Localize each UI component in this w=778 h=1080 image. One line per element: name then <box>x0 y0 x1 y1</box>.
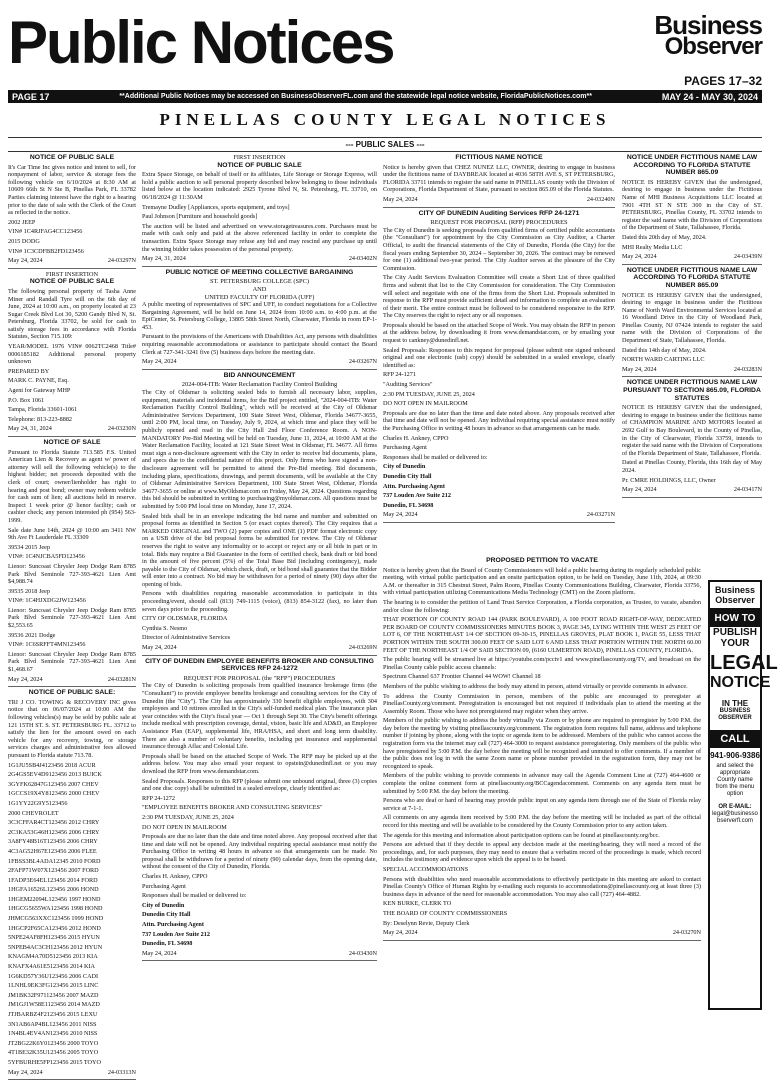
notice-paragraph: Proposals should be based on the attached Scope of Work. You may obtain the RFP in person at the address below, by downloading it from www.demandstar.com, or by emailing your request to cankney@dunedinfl.net. <box>383 321 615 345</box>
notice-paragraph: DO NOT OPEN IN MAILROOM <box>142 823 227 831</box>
notice-paragraph: The City Audit Services Evaluation Committee will create a Short List of three qualified firms and submit that list to the City Commission for consideration. The City Commission will select and negotiate with one of the firms from the Short List. Proposals submitted in response to the RFP must provide sufficient detail and information to complete an evaluation of their merit. The entire contract must be followed to be considered responsive to the RFP. The City reserves the right to reject any or all responses. <box>383 274 615 320</box>
notice-paragraph: 2FAFP71W07X123456 2007 FORD <box>8 867 99 875</box>
ad-select-county: and select the appropriate County name from the menu option <box>715 763 755 797</box>
delivery-address-line: 737 Louden Ave Suite 212 <box>383 492 451 500</box>
notice-footer <box>142 358 377 366</box>
publication-date: May 24, 2024 <box>622 486 657 494</box>
notice-heading: PUBLIC NOTICE OF MEETING COLLECTIVE BARGAINING <box>165 268 354 276</box>
notice-paragraph: Pursuant to the provisions of the Americans with Disabilities Act, any persons with disabilities requiring reasonable accommodations or assistance to participate should contact the Board Clerk at 727-341-3241 five (5) business days before the meeting date. <box>142 333 377 356</box>
notice-paragraph: NOTICE IS HEREBY GIVEN that the undersigned, desiring to engage in business under the Fictitious Name of North Ward Environmental Services located at 16 Woodland Drive in the City of Woodland Park, Pinellas County, NJ 07424 intends to register the said name with the Division of Corporations of the Department of State, Tallahassee, Florida. <box>622 291 762 345</box>
notice-subheading: ST. PETERSBURG COLLEGE (SPC) <box>210 278 309 286</box>
notice-footer <box>383 929 701 937</box>
issue-dates: MAY 24 - MAY 30, 2024 <box>661 91 758 102</box>
legal-notice <box>383 152 615 208</box>
notice-paragraph: 2000 CHEVROLET <box>8 809 59 817</box>
notice-paragraph: All comments on any agenda item received by 5:00 P.M. the day before the meeting will be included as part of the official record for this meeting and will be available to be considered by the County Commission prior to any action taken. <box>383 814 701 829</box>
delivery-address-line: Dunedin, FL 34698 <box>142 940 193 948</box>
notice-paragraph: Purchasing Agent <box>142 882 186 890</box>
notice-paragraph: VIN#: 1C6SRFFT4MN123456 <box>8 641 86 649</box>
notice-paragraph: Tampa, Florida 33601-1061 <box>8 406 78 414</box>
notice-paragraph: NOTICE IS HEREBY GIVEN that the undersigned, desiring to engage in business under the fictitious name of CHAMPION MARINE AND MOTORS located at 2692 Gulf to Bay Boulevard, in the County of Pinellas, in the City of Clearwater, Florida 33759, intends to register the said name with the Division of Corporations of the Florida Department of State, Tallahassee, Florida. <box>622 404 762 457</box>
ad-call: CALL <box>710 730 760 748</box>
publication-date: May 24, 2024 <box>142 644 177 652</box>
legal-notice <box>142 267 377 370</box>
notice-footer <box>8 257 136 265</box>
ad-your: YOUR <box>720 638 750 649</box>
notice-paragraph: KEN BURKE, CLERK TO <box>383 900 452 908</box>
ad-business-observer: BUSINESS OBSERVER <box>718 708 752 721</box>
notice-paragraph: VIN# 1C4RJFAG4CC123456 <box>8 228 83 236</box>
notice-paragraph: Proposals shall be based on the attached Scope of Work. The RFP may be picked up at the address below. You may also email your request to opstein@dunedinfl.net or you may download the RFP from www.demandstar.com. <box>142 752 377 775</box>
publication-date: May 24, 2024 <box>622 253 657 261</box>
notice-paragraph: 2015 DODG <box>8 237 40 245</box>
notice-paragraph: Charles H. Ankney, CPPO <box>383 434 449 442</box>
notice-paragraph: Proposals are due no later than the time and date noted above. Any proposals received after that time and date will not be opened. Any individual requiring special assistance must notify the Purchasing Office in writing 48 hours in advance so that arrangements can be made. <box>383 409 615 432</box>
section-title: PINELLAS COUNTY LEGAL NOTICES <box>159 110 611 129</box>
notice-footer <box>8 1069 136 1077</box>
notice-paragraph: YEAR/MODEL 1976 VIN# 0062TC2468 Title# 0006185182 Additional personal property unknown <box>8 343 136 366</box>
business-observer-logo[interactable] <box>642 10 762 60</box>
legal-notice <box>8 152 136 269</box>
notice-heading: CITY OF DUNEDIN Auditing Services RFP 24-1271 <box>418 209 580 217</box>
notice-paragraph: 3C3CFFAR4CT123456 2012 CHRY <box>8 819 100 827</box>
notice-paragraph: Persons are advised that if they decide to appeal any decision made at the meeting/hearing, they will need a record of the proceedings, and, for such purposes, they may need to ensure that a verbatim record of the proceedings is made, which record includes the testimony and evidence upon which the appeal is to be based. <box>383 841 701 864</box>
notice-paragraph: JM1BK32F971123456 2007 MAZD <box>8 991 99 999</box>
notice-paragraph: SPECIAL ACCOMMODATIONS <box>383 865 469 873</box>
notice-paragraph: Proposals are due no later than the date and time noted above. Any proposal received after that time and date will not be opened. Any individual requiring special assistance must notify the Purchasing Office in writing 48 hours in advance so that arrangements can be made. No proposal shall be withdrawn for a period of ninety (90) calendar days, from the opening date, without the consent of the City of Dunedin, Florida. <box>142 833 377 871</box>
notice-paragraph: 1FADP3E64EL123456 2014 FORD <box>8 876 98 884</box>
logo-top: Business <box>654 10 762 40</box>
notice-paragraph: "EMPLOYEE BENEFITS BROKER AND CONSULTING SERVICES" <box>142 804 323 812</box>
notice-paragraph: 2C3KA53G46H123456 2006 CHRY <box>8 828 100 836</box>
ad-email[interactable]: legal@businessobserverfl.com <box>712 811 758 824</box>
notice-id: 24-03240N <box>586 195 615 203</box>
delivery-address-line: Dunedin City Hall <box>142 911 191 919</box>
notice-paragraph: Lienor: Suncoast Chrysler Jeep Dodge Ram 8785 Park Blvd Seminole 727-393-4621 Lien Amt $4,988.74 <box>8 562 136 586</box>
ad-in-the: IN THE <box>721 699 749 708</box>
publication-date: May 24, 2024 <box>383 929 418 937</box>
notice-paragraph: Tremayne Dudley [Appliances, sports equipment, and toys] <box>142 203 290 211</box>
delivery-address-line: 737 Louden Ave Suite 212 <box>142 930 210 938</box>
notice-paragraph: 5NPE24AF8FH123456 2015 HYUN <box>8 934 100 942</box>
delivery-address-line: Attn. Purchasing Agent <box>142 921 204 929</box>
ad-phone[interactable]: 941-906-9386 <box>710 751 760 760</box>
notice-id: 24-03269N <box>348 644 377 652</box>
legal-notice <box>383 208 615 523</box>
ad-publish: PUBLISH <box>713 627 757 638</box>
header-bar-text[interactable]: **Additional Public Notices may be accessed on BusinessObserverFL.com and the statewide legal notice website, FloridaPublicNotices.com** <box>119 93 592 100</box>
publication-date: May 24, 2024 <box>383 511 418 519</box>
notice-paragraph: Sealed Proposals. Responses to this RFP (please submit one unbound original, three (3) copies and one disc copy) shall be submitted in a sealed envelope, clearly identified as: <box>142 777 377 793</box>
notice-paragraph: The City of Dunedin is soliciting proposals from qualified insurance brokerage firms (the "Consultant") to provide employee benefits brokerage and consulting services for the City of Dunedin (the "City"). The City has approximately 330 benefit eligible employees, with 304 employees and 10 retirees enrolled in the City's self-funded medical plan. The insurance plan year coincides with the City's fiscal year — Oct 1 through Sept 30. The City's benefit offerings include medical with prescription coverage, dental, vision, basic life and AD&D, an Employee Assistance Plan (EAP), supplemental life, HRA/HSA, and short and long term disability. There are also a number of voluntary benefits, including pet insurance and supplemental insurance through Aflac and Colonial Life. <box>142 682 377 751</box>
notice-paragraph: Cynthia S. Nesmo <box>142 624 188 632</box>
notice-paragraph: Director of Administrative Services <box>142 634 231 642</box>
notice-paragraph: To address the County Commission in person, members of the public are encouraged to preregister at PinellasCounty.org/comment. Preregistration is encouraged but not required if individuals plan to attend the meeting at the Assembly Room. Those who have not preregistered may register when they arrive. <box>383 692 701 715</box>
ad-notice: NOTICE <box>710 674 771 691</box>
notice-subheading: UNITED FACULTY OF FLORIDA (UFF) <box>204 293 315 301</box>
masthead <box>8 8 762 103</box>
ad-logo-top: Business <box>714 585 756 595</box>
notice-paragraph: Pursuant to Florida Statute 713.585 F.S. United American Lien & Recovery as agent w/ power of attorney will sell the following vehicle(s) to the highest bidder; net proceeds deposited with the clerk of court; owner/lienholder has right to hearing and post bond; owner may redeem vehicle for cash sum of lien; all auctions held in reserve. Inspect 1 week prior @ lienor facility; cash or cashier check; any person interested ph (954) 563-1999. <box>8 448 136 524</box>
column-c <box>383 152 615 552</box>
notice-footer <box>622 253 762 261</box>
notice-id: 24-03313N <box>107 1068 136 1076</box>
notice-heading: PROPOSED PETITION TO VACATE <box>486 557 598 564</box>
notice-paragraph: 1FBSS3BL4ADA12345 2010 FORD <box>8 857 101 865</box>
column-b <box>142 152 377 1016</box>
delivery-address-line: Dunedin, FL 34698 <box>383 501 434 509</box>
notice-paragraph: 2:30 PM TUESDAY, JUNE 25, 2024 <box>142 813 234 821</box>
insertion-label: FIRST INSERTION <box>45 270 99 278</box>
publication-date: May 24, 2024 <box>142 358 177 366</box>
notice-id: 24-03402N <box>348 255 377 263</box>
column-a <box>8 152 136 1076</box>
notice-subheading: AND <box>252 285 267 293</box>
notice-paragraph: 5YFBURHE5FP123456 2015 TOYO <box>8 1058 101 1066</box>
legal-notice <box>142 370 377 656</box>
notice-id: 24-03271N <box>586 511 615 519</box>
notice-paragraph: The agenda for this meeting and information about participation options can be found at pinellascounty.org/bcc. <box>383 831 660 839</box>
notice-paragraph: 5NPEB4AC3CH123456 2012 HYUN <box>8 943 103 951</box>
notice-paragraph: Persons with disabilities requiring reasonable accommodation to participate in this proceeding/event, should call (813) 749-1115 (voice), (813) 854-3122 (fax), no later than seven days prior to the proceeding. <box>142 590 377 613</box>
notice-paragraph: PREPARED BY <box>8 367 50 375</box>
notice-paragraph: Sealed Proposals: Responses to this request for proposal (please submit one signed unbound original and one electronic (usb) copy) should be submitted in a sealed envelope, clearly identified as: <box>383 346 615 369</box>
notice-paragraph: 2002 JEEP <box>8 218 36 226</box>
notice-footer <box>622 486 762 494</box>
notice-paragraph: 1HGCP2F65CA123456 2012 HOND <box>8 924 101 932</box>
notice-paragraph: Sale date June 14th, 2024 @ 10:00 am 3411 NW 9th Ave Ft Lauderdale FL 33309 <box>8 526 136 542</box>
notice-paragraph: 3A8FY48B16T123456 2006 CHRY <box>8 838 98 846</box>
notice-paragraph: The City of Dunedin is seeking proposals from qualified firms of certified public accountants (the "Consultant") for appointment by the City Commission as City Auditor, a Charter Official, to audit the financial statements of the City of Dunedin, Florida (the City) for the fiscal years ending September 30, 2024 – September 30, 2026. The contract may be renewed for one (1) additional two-year period. The City Auditor serves at the pleasure of the City Commission. <box>383 226 615 272</box>
insertion-label: FIRST INSERTION <box>233 154 286 161</box>
notice-paragraph: Dated this 14th day of May, 2024. <box>622 346 707 354</box>
publication-date: May 24, 2024 <box>383 195 418 203</box>
notice-paragraph: Pr. CMRE HOLDINGS, LLC, Owner <box>622 476 716 484</box>
notice-paragraph: 1G6KD57Y36U123456 2006 CADI <box>8 972 99 980</box>
notice-paragraph: 1HGEM22094L123456 1997 HOND <box>8 895 101 903</box>
notice-id: 24-03230N <box>107 425 136 433</box>
notice-subheading: REQUEST FOR PROPOSAL (the "RFP") PROCEDURES <box>183 674 336 682</box>
notice-paragraph: VIN#: 1C4NJCBA5FD123456 <box>8 553 85 561</box>
column-d <box>622 152 762 552</box>
notice-paragraph: 1HGFA16526L123456 2006 HOND <box>8 886 99 894</box>
notice-paragraph: Spectrum Channel 637 Frontier Channel 44 WOW! Channel 18 <box>383 673 541 681</box>
notice-id: 24-03297N <box>107 257 136 265</box>
legal-notice <box>622 377 762 497</box>
notice-heading: FICTITIOUS NAME NOTICE <box>455 154 543 161</box>
publish-legal-notice-ad[interactable] <box>708 580 778 1010</box>
publication-date: May 24, 2024 <box>142 949 177 957</box>
notice-heading: NOTICE OF PUBLIC SALE <box>29 278 115 286</box>
page-range: PAGES 17–32 <box>684 74 762 88</box>
notice-subheading: REQUEST FOR PROPOSAL (RFP) PROCEDURES <box>430 219 568 227</box>
notice-paragraph: 39536 2021 Dodge <box>8 631 56 639</box>
notice-paragraph: 4T1BE32K35U123456 2005 TOYO <box>8 1049 99 1057</box>
notice-paragraph: 4C3AG52H67E123456 2006 FLEE <box>8 847 97 855</box>
page-number: PAGE 17 <box>12 91 50 102</box>
notice-footer <box>383 196 615 204</box>
notice-paragraph: It's Car Time Inc gives notice and intent to sell, for nonpayment of labor, service & storage fees the following vehicle on 6/10/2024 at 8:30 AM at 10609 66th St N Ste B, Pinellas Park, FL 33782 Parties claiming interest have the right to a hearing prior to the date of sale with the Clerk of the Court as reflected in the notice. <box>8 163 136 217</box>
notice-heading: NOTICE OF PUBLIC SALE <box>29 154 115 161</box>
notice-paragraph: Telephone: 813-223-8882 <box>8 415 73 423</box>
notice-footer <box>8 676 136 684</box>
notice-footer <box>142 255 377 263</box>
notice-paragraph: Members of the public wishing to address the body virtually via Zoom or by phone are required to preregister by 5:00 P.M. the day before the meeting by visiting pinellascounty.org/comment. The registration form requires full name, address and telephone number if joining by phone, along with the topic or agenda item to be addressed. Members of the public who cannot access the registration form via the internet may call (727) 464-3000 to request assistance preregistering. Only members of the public who have preregistered by 5:00 P.M. the day before the meeting will be recognized and unmuted to offer comments. If a member of the public does not log in with the same Zoom name or phone number provided in the registration form, they may not be recognized to speak. <box>383 717 701 770</box>
delivery-address-line: Attn. Purchasing Agent <box>383 482 445 490</box>
legal-notice <box>8 269 136 437</box>
notice-paragraph: Members of the public wishing to address the body may attend in person, attend virtually or provide comments in advance. <box>383 682 688 690</box>
notice-paragraph: Persons with disabilities who need reasonable accommodations to effectively participate in this meeting are asked to contact Pinellas County's Office of Human Rights by e-mailing such requests to accommodations@pinellascounty.org at least three (3) business days in advance of the need for reasonable accommodation. You may also call (727) 464-4882. <box>383 875 701 898</box>
notice-paragraph: The City of Oldsmar is soliciting sealed bids to furnish all necessary labor, supplies, equipment, materials and incidental items, for the Bid project entitled, "2024-004-ITB: Water Reclamation Facility Control Building", which will be received at the City of Oldsmar Administrative Services Department, 100 State Street West, Oldsmar, Florida 34677-3655, until 2:00 PM, local time, on Tuesday, July 9, 2024, at which time and place they will be publicly opened and read in the City Hall 2nd Floor Conference Room. A NON-MANDATORY Pre-Bid Meeting will be held on Tuesday, June 11, 2024, at 10:00 AM at the Water Reclamation Facility, located at 121 State Street West in Oldsmar, FL 34677. All firms must sign a non-disclosure agreement with the City in order to receive bid documents, plans, and specs due to the confidential nature of this project. Only firms who have signed a non-disclosure agreement will be permitted to attend the Pre-Bid meeting. Bid documents, including plans, specifications, drawings, and permit documents, will be available at the City of Oldsmar Administrative Services Department, 100 State Street West, Oldsmar, Florida 34677-3655 or online at www.MyOldsmar.com on Friday, May 24, 2024. Questions regarding this bid should be submitted in writing to purchasing@myoldsmar.com. All questions must be submitted by 5:00 PM local time on Monday, June 17, 2024. <box>142 389 377 510</box>
notice-paragraph: Persons who are deaf or hard of hearing may provide public input on any agenda item through use of the State of Florida relay service at 7-1-1. <box>383 797 701 812</box>
notice-paragraph: Members of the public wishing to provide comments in advance may call the Agenda Comment Line at (727) 464-4600 or complete the online comment form at pinellascounty.org/BCCagendacomment. Comments on any agenda item must be submitted by 5:00 P.M. the day before the meeting. <box>383 772 701 795</box>
notice-paragraph: THAT PORTION OF COUNTY ROAD 144 (PARK BOULEVARD), A 100 FOOT ROAD RIGHT-OF-WAY, DEDICATED PER BOARD OF COUNTY COMMISSIONERS MINUTES BOOK 3, PAGE 345, LYING WITHIN THE WEST 25 FEET OF LOT 6, OF THE NORTHEAST 1/4 OF SECTION 09-30-15, PINELLAS GROVES, PLAT BOOK 1, PAGE 55, LESS THAT PORTION WITHIN THE SOUTH 300.00 FEET OF SAID LOT 6 AND LESS THAT PORTION WITHIN THE NORTH 60.00 FEET OF THE NORTHEAST 1/4 OF SAID SECTION 09, (6160 ULMERTON ROAD), PINELLAS COUNTY, FLORIDA. <box>383 616 701 654</box>
notice-paragraph: JT2BG22K6Y0123456 2000 TOYO <box>8 1039 99 1047</box>
notice-paragraph: 1GCCS19X4Y8123456 2000 CHEV <box>8 790 100 798</box>
notice-paragraph: RFP 24-1271 <box>383 371 416 379</box>
notice-paragraph: 39535 2018 Jeep <box>8 587 50 595</box>
notice-id: 24-03417N <box>733 486 762 494</box>
notice-heading: NOTICE OF SALE <box>43 439 101 446</box>
notice-id: 24-03270N <box>672 929 701 937</box>
legal-notice <box>622 152 762 265</box>
notice-paragraph: 1HGCG5655WA123456 1998 HOND <box>8 905 103 913</box>
notice-paragraph: The public hearing will be streamed live at https://youtube.com/pcctv1 and www.pinellascounty.org/TV, and broadcast on the Pinellas County cable public access channels: <box>383 656 701 671</box>
notice-id: 24-03430N <box>348 949 377 957</box>
notice-paragraph: MARK C. PAYNE, Esq. <box>8 377 69 385</box>
notice-paragraph: CITY OF OLDSMAR, FLORIDA <box>142 615 228 623</box>
notice-footer <box>142 644 377 652</box>
delivery-address-line: City of Dunedin <box>383 463 426 471</box>
notice-paragraph: TRI J CO. TOWING & RECOVERY INC gives notice that on 06/07/2024 at 10:00 AM the following vehicles(s) may be sold by public sale at 121 15TH ST. S. ST. PETERSBURG FL. 33712 to satisfy the lien for the amount owed on each vehicle for any recovery, towing, or storage services charges and administrative fees allowed pursuant to Florida statute 713.78. <box>8 698 136 759</box>
notice-footer <box>8 425 136 433</box>
publication-date: May 24, 2024 <box>8 257 43 265</box>
notice-paragraph: The hearing is to consider the petition of Land Trust Service Corporation, a Florida corporation, as Trustee, to vacate, abandon and/or close the following: <box>383 598 701 614</box>
notice-paragraph: A public meeting of representatives of SPC and UFF, to conduct negotiations for a Collective Bargaining Agreement, will be held on June 14, 2024 from 10:00 a.m. to 4:00 p.m. at the EpiCenter, St. Petersburg College, 13805 58th Street North, Clearwater, Florida in room EP-1-453. <box>142 301 377 331</box>
notice-heading: NOTICE OF PUBLIC SALE <box>217 161 302 169</box>
notice-paragraph: VIN# 1C3CDFBB2FD123456 <box>8 247 84 255</box>
ad-email-label: OR E-MAIL: <box>718 804 752 810</box>
notice-paragraph: 1LNHL9EK3FG123456 2015 LINC <box>8 982 99 990</box>
notice-paragraph: Charles H. Ankney, CPPO <box>142 873 208 881</box>
notice-paragraph: The following personal property of Tasha Anne Miner and Randall Tyre will on the 6th day of June, 2024 at 10:00 a.m., on property located at 23 Sugar Creek Blvd Lot 30, 5200 Gandy Blvd N, St. Petersburg, Florida 33702, be sold for cash to satisfy storage fees in accordance with Florida Statutes, Section 715.109: <box>8 287 136 341</box>
legal-notice <box>142 656 377 962</box>
notice-paragraph: Notice is hereby given that the Board of County Commissioners will hold a public hearing during its regularly scheduled public meeting, with virtual public participation and an onsite participation option, to be held on Tuesday, June 11th, 2024, at 09:30 A.M. or thereafter in 315 Chestnut Street, Palm Room, Pinellas County Communications Building, Clearwater, Florida 33756, with virtual participation utilizing Communications Media Technology (CMT) on the Zoom platform. <box>383 566 701 597</box>
ad-logo-bottom: Observer <box>715 595 755 605</box>
notice-heading: BID ANNOUNCEMENT <box>223 371 296 379</box>
ad-legal: LEGAL <box>710 652 778 674</box>
notice-paragraph: NOTICE IS HEREBY GIVEN that the undersigned, desiring to engage in business under the Fictitious Name of MHI Business Acquisitions LLC located at 7901 4TH ST N STE 300 in the City of ST. PETERSBURG, Pinellas County, FL 33702 intends to register the said name with the Division of Corporations of the Department of State, Tallahassee, Florida. <box>622 178 762 232</box>
notice-subheading: 2024-004-ITB: Water Reclamation Facility Control Building <box>181 381 338 389</box>
notice-paragraph: VIN#: 1C4HJXDG2JW123456 <box>8 597 86 605</box>
notice-id: 24-03281N <box>107 675 136 683</box>
notice-paragraph: 1N4BL4EV4AN123456 2010 NISS <box>8 1030 98 1038</box>
notice-id: 24-03267N <box>348 358 377 366</box>
notice-paragraph: 39534 2015 Jeep <box>8 543 50 551</box>
ad-how-to: HOW TO <box>710 610 760 627</box>
delivery-address-line: Dunedin City Hall <box>383 472 432 480</box>
notice-paragraph: Notice is hereby given that CHEZ NUNEZ LLC, OWNER, desiring to engage in business under the fictitious name of DAYBREAK located at 4036 58TH AVE S, ST PETERSBURG, FLORIDA 33711 intends to register the said name in PINELLAS county with the Division of Corporations, Florida Department of State, pursuant to section 865.09 of the Florida Statutes. <box>383 163 615 194</box>
header-bar <box>8 90 762 103</box>
notice-paragraph: THE BOARD OF COUNTY COMMISSIONERS <box>383 909 508 917</box>
notice-id: 24-03439N <box>733 253 762 261</box>
legal-notice <box>142 152 377 267</box>
notice-paragraph: JHMCG563XXC123456 1999 HOND <box>8 915 104 923</box>
notice-paragraph: JTJBARBZ4F2123456 2015 LEXU <box>8 1011 98 1018</box>
notice-footer <box>142 950 377 958</box>
notice-paragraph: P.O. Box 1061 <box>8 396 45 404</box>
publication-date: May 24, 2024 <box>8 1068 43 1076</box>
notice-paragraph: DO NOT OPEN IN MAILROOM <box>383 400 468 408</box>
notice-id: 24-03283N <box>733 365 762 373</box>
notice-paragraph: JM1GJ1W58E1123456 2014 MAZD <box>8 1001 100 1009</box>
delivery-label: Responses shall be mailed or delivered to: <box>142 892 247 900</box>
notice-heading: NOTICE UNDER FICTITIOUS NAME LAW PURSUANT TO SECTION 865.09, FLORIDA STATUTES <box>623 379 761 402</box>
delivery-label: Responses shall be mailed or delivered to: <box>383 453 488 461</box>
notice-paragraph: "Auditing Services" <box>383 381 433 389</box>
notice-footer <box>383 511 615 519</box>
notice-paragraph: Purchasing Agent <box>383 444 427 452</box>
notice-heading: NOTICE OF PUBLIC SALE: <box>28 689 116 697</box>
notice-paragraph: RFP 24-1272 <box>142 794 175 802</box>
petition-to-vacate-notice <box>383 555 701 1015</box>
notice-paragraph: KNAFX4A61E5123456 2014 KIA <box>8 963 95 971</box>
masthead-title: Public Notices <box>8 9 394 76</box>
notice-paragraph: NORTH WARD CARTING LLC <box>622 356 705 364</box>
publication-date: May 24, 31, 2024 <box>142 255 186 263</box>
legal-notice <box>8 687 136 1080</box>
notice-paragraph: By: Deselynn Revie, Deputy Clerk <box>383 919 470 927</box>
notice-paragraph: Extra Space Storage, on behalf of itself or its affiliates, Life Storage or Storage Express, will hold a public auction to sell personal property described below belonging to those individuals listed below at the location indicated: 2925 Tyrone Blvd N, St. Petersburg, FL 33710, on 06/18/2024 @ 11:30AM <box>142 171 377 201</box>
notice-paragraph: Lienor: Suncoast Chrysler Jeep Dodge Ram 8785 Park Blvd Seminole 727-393-4621 Lien Amt $1,468.67 <box>8 650 136 674</box>
publication-date: May 24, 2024 <box>622 365 657 373</box>
notice-paragraph: The auction will be listed and advertised on www.storagetreasures.com. Purchases must be made with cash only and paid at the above referenced facility in order to complete the transaction. Extra Space Storage may refuse any bid and may rescind any purchase up until the winning bidder takes possession of the personal property. <box>142 222 377 253</box>
notice-paragraph: Agent for Gateway MHP <box>8 387 71 395</box>
publication-date: May 24, 31, 2024 <box>8 425 52 433</box>
logo-bottom: Observer <box>664 33 762 60</box>
notice-heading: CITY OF DUNEDIN EMPLOYEE BENEFITS BROKER AND CONSULTING SERVICES RFP 24-1272 <box>145 657 374 673</box>
legal-notice <box>8 437 136 687</box>
notice-paragraph: 2G4GS5EV4D9123456 2013 BUICK <box>8 771 102 779</box>
publication-date: May 24, 2024 <box>8 675 43 683</box>
notice-paragraph: Paul Johnson [Furniture and household goods] <box>142 213 258 221</box>
section-subtitle: --- PUBLIC SALES --- <box>8 137 762 152</box>
legal-notice <box>383 555 701 941</box>
notice-paragraph: Dated at Pinellas County, Florida, this 16th day of May 2024. <box>622 459 762 474</box>
notice-paragraph: 2:30 PM TUESDAY, JUNE 25, 2024 <box>383 390 475 398</box>
notice-paragraph: KNAGM4A70D5123456 2013 KIA <box>8 953 98 961</box>
notice-paragraph: Dated this 20th day of May, 2024. <box>622 233 707 241</box>
notice-paragraph: 3N1AB6AP4BL123456 2011 NISS <box>8 1020 97 1028</box>
legal-notice <box>622 265 762 378</box>
notice-paragraph: Lienor: Suncoast Chrysler Jeep Dodge Ram 8785 Park Blvd Seminole 727-393-4621 Lien Amt $2,553.65 <box>8 606 136 630</box>
notice-paragraph: MHI Realty Media LLC <box>622 243 683 251</box>
notice-heading: NOTICE UNDER FICTITIOUS NAME LAW ACCORDING TO FLORIDA STATUTE NUMBER 865.09 <box>626 154 758 177</box>
delivery-address-line: City of Dunedin <box>142 901 185 909</box>
notice-paragraph: 1G1YY22G9Y5123456 <box>8 799 68 807</box>
notice-heading: NOTICE UNDER FICTITIOUS NAME LAW ACCORDING TO FLORIDA STATUTE NUMBER 865.09 <box>626 266 758 289</box>
notice-paragraph: 3GYFK62847G123456 2007 CHEV <box>8 780 99 788</box>
notice-paragraph: 1G1JU5SB4J4123456 2018 ACUR <box>8 761 96 769</box>
notice-paragraph: Sealed bids shall be in an envelope indicating the bid name and number and submitted on proposal forms as identified in Section 5 (or exact copies thereof). The City requires that a MARKED ORIGINAL and TWO (2) paper copies and ONE (1) PDF format electronic copy on a USB drive of the bid proposal forms be submitted for review. The City of Oldsmar reserves the right to waive any informality or to accept or reject any or all bids in part or in total. Bids may require a Bid Guarantee in the form of certified check, bank draft or bid bond in the amount of five percent (5%) of the Total Base Bid (including contingency), made payable to the City of Oldsmar, which check, draft, or bid bond shall guarantee that the Bidder will enter into a contract. No bid may be withdrawn for a period of ninety (90) days after the opening of bids. <box>142 512 377 588</box>
notice-footer <box>622 366 762 374</box>
